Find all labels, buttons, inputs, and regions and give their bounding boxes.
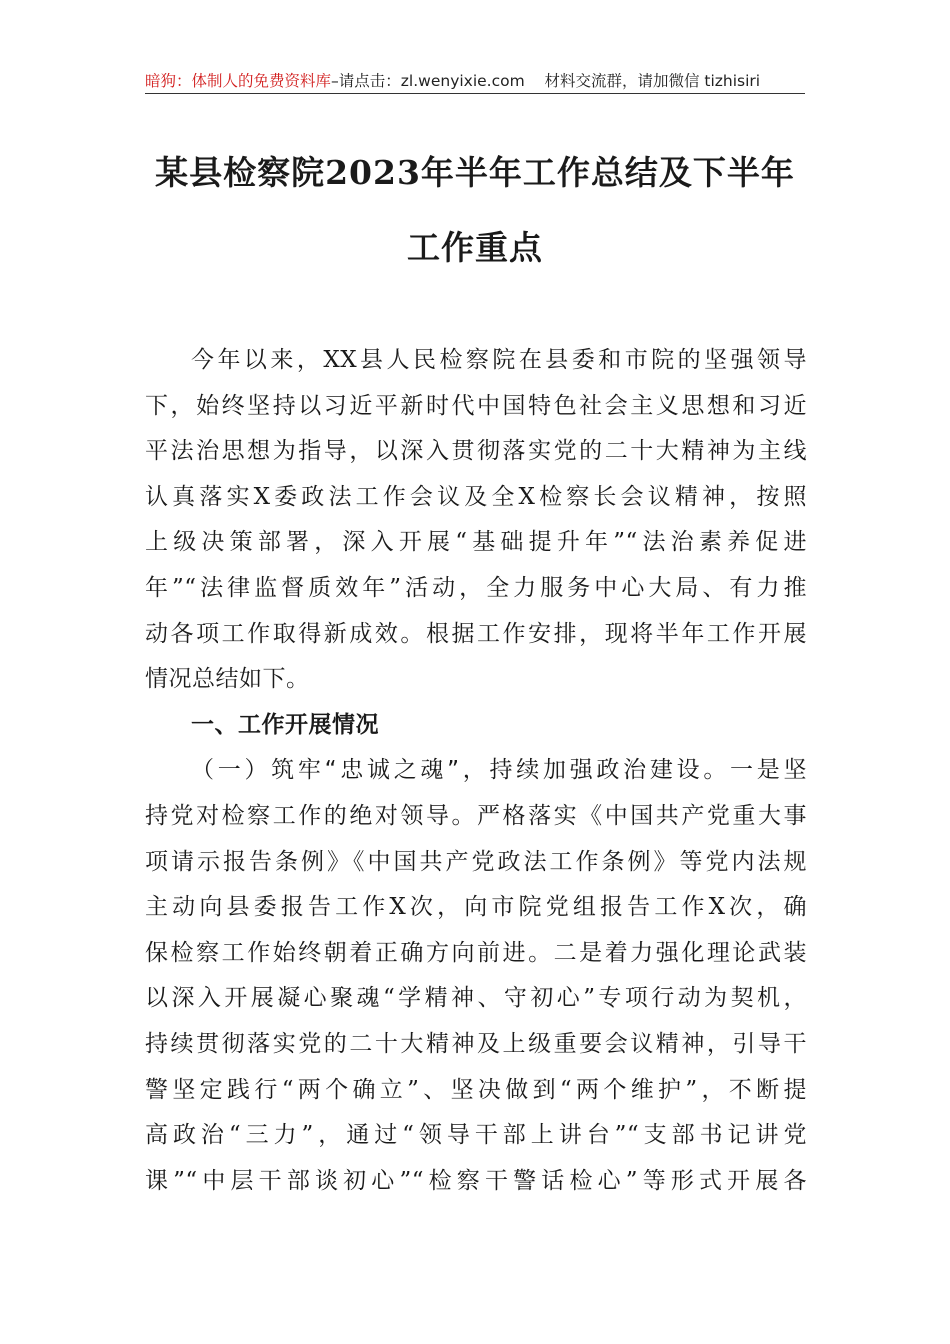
document-title-line-1: 某县检察院2023年半年工作总结及下半年 [155,153,795,192]
intro-line: 上级决策部署，深入开展“基础提升年”“法治素养促进 [145,529,807,556]
subsection-line: 项请示报告条例》《中国共产党政法工作条例》等党内法规 [145,848,807,875]
document-body [145,338,807,1204]
subsection-title: （一）筑牢“忠诚之魂”，持续加强政治建设。 [191,757,731,784]
intro-line: 认真落实X委政法工作会议及全X检察长会议精神，按照 [145,483,807,510]
document-title-line-2: 工作重点 [407,228,543,267]
intro-line: 平法治思想为指导，以深入贯彻落实党的二十大精神为主线 [145,438,807,465]
subsection-line: 警坚定践行“两个确立”、坚决做到“两个维护”，不断提 [145,1076,807,1103]
page-header [145,68,805,94]
intro-line: 情况总结如下。 [145,666,310,693]
subsection-line: 主动向县委报告工作X次，向市院党组报告工作X次，确 [145,894,807,921]
intro-line: 年”“法律监督质效年”活动，全力服务中心大局、有力推 [145,574,807,601]
subsection-line: 课”“中层干部谈初心”“检察干警话检心”等形式开展各 [145,1167,807,1194]
subsection-line: 高政治“三力”，通过“领导干部上讲台”“支部书记讲党 [145,1122,807,1149]
subsection-line: 持续贯彻落实党的二十大精神及上级重要会议精神，引导干 [145,1030,807,1057]
intro-line: 下，始终坚持以习近平新时代中国特色社会主义思想和习近 [145,392,807,419]
subsection-first-tail: 一是坚 [730,757,807,784]
subsection-first-line [145,748,807,794]
intro-line: 今年以来，XX县人民检察院在县委和市院的坚强领导 [191,347,807,373]
header-link-url[interactable]: zl.wenyixie.com [400,72,525,90]
header-divider [145,93,805,94]
section-heading: 一、工作开展情况 [191,711,379,738]
subsection-line: 以深入开展凝心聚魂“学精神、守初心”专项行动为契机， [145,985,807,1012]
header-brand-text: 暗狗：体制人的免费资料库 [145,72,332,90]
header-spacer [525,72,545,90]
header-group-text: 材料交流群，请加微信 tizhisiri [544,72,761,90]
header-link-prefix: –请点击： [331,72,401,90]
intro-line: 动各项工作取得新成效。根据工作安排，现将半年工作开展 [145,620,807,647]
subsection-line: 持党对检察工作的绝对领导。严格落实《中国共产党重大事 [145,802,807,829]
subsection-line: 保检察工作始终朝着正确方向前进。二是着力强化理论武装 [145,939,807,966]
